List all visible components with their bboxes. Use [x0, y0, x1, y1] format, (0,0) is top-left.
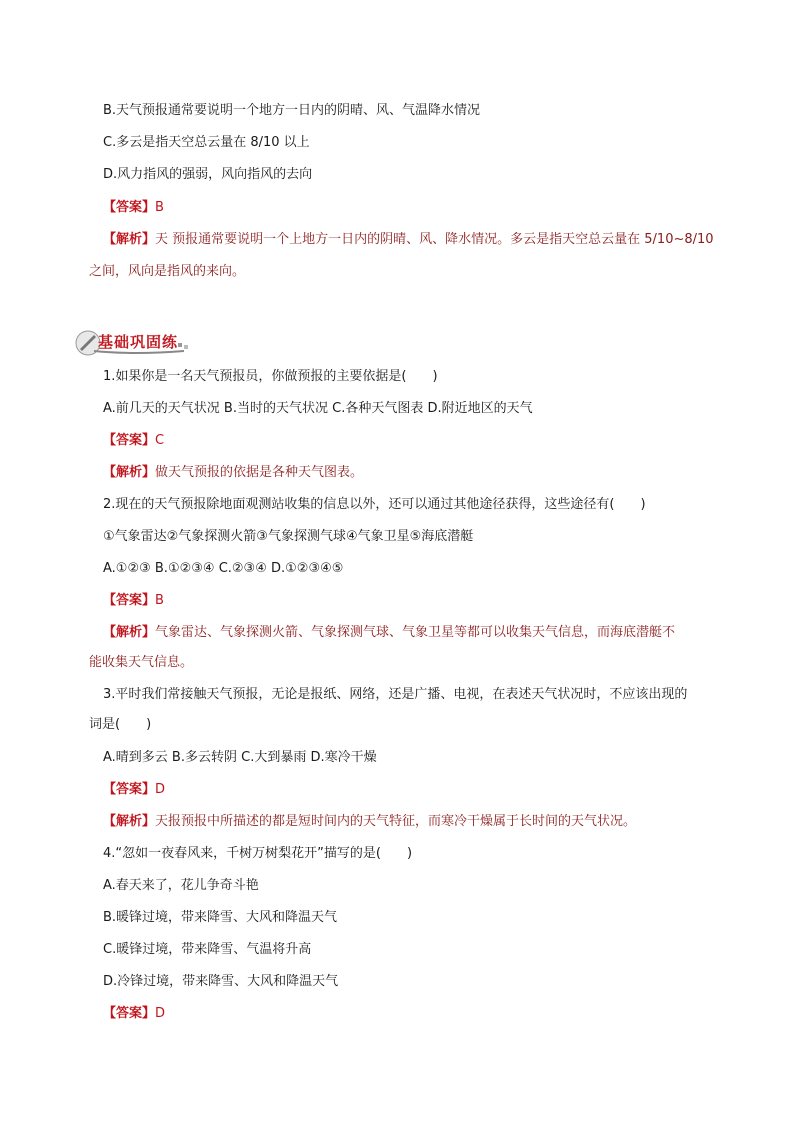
- answer-line: [103, 199, 164, 217]
- q1-analysis-line: [103, 464, 363, 482]
- q3-options: A.晴到多云 B.多云转阴 C.大到暴雨 D.寒冷干燥: [103, 750, 377, 765]
- analysis-text: 天报预报中所描述的都是短时间内的天气特征，而寒冷干燥属于长时间的天气状况。: [155, 814, 637, 829]
- answer-tag: 【答案】: [103, 433, 156, 448]
- q4-option-c: C.暖锋过境，带来降雪、气温将升高: [103, 942, 312, 957]
- q3-analysis-line: [103, 813, 636, 831]
- answer-tag: 【答案】: [103, 593, 156, 608]
- analysis-tag: 【解析】: [103, 625, 156, 640]
- analysis-tag: 【解析】: [103, 232, 156, 247]
- analysis-tag: 【解析】: [103, 814, 156, 829]
- option-b: B.天气预报通常要说明一个地方一日内的阴晴、风、气温降水情况: [103, 103, 481, 118]
- section-title: 基础巩固练: [98, 333, 179, 351]
- q3-stem-cont: 词是( ): [89, 717, 152, 732]
- q1-answer-line: [103, 432, 164, 450]
- analysis-text: 天 预报通常要说明一个上地方一日内的阴晴、风、降水情况。多云是指天空总云量在 5/10~8/10: [155, 232, 714, 247]
- q4-option-a: A.春天来了，花儿争奇斗艳: [103, 878, 259, 893]
- q4-answer-line: [103, 1005, 165, 1023]
- answer-tag: 【答案】: [103, 200, 156, 215]
- q3-stem: 3.平时我们常接触天气预报，无论是报纸、网络，还是广播、电视，在表述天气状况时，不应该出现的: [103, 687, 688, 702]
- analysis-text: 气象雷达、气象探测火箭、气象探测气球、气象卫星等都可以收集天气信息，而海底潜艇不: [155, 625, 676, 640]
- analysis-line: [103, 231, 714, 249]
- q4-stem: 4.“忽如一夜春风来，千树万树梨花开”描写的是( ): [103, 846, 413, 861]
- q2-answer-line: [103, 592, 164, 610]
- option-d: D.风力指风的强弱，风向指风的去向: [103, 167, 313, 182]
- q2-analysis-cont: 能收集天气信息。: [89, 655, 194, 670]
- q2-stem: 2.现在的天气预报除地面观测站收集的信息以外，还可以通过其他途径获得，这些途径有( ): [103, 497, 646, 512]
- analysis-text-cont: 之间，风向是指风的来向。: [89, 264, 246, 279]
- q2-items: ①气象雷达②气象探测火箭③气象探测气球④气象卫星⑤海底潜艇: [103, 529, 474, 544]
- section-badge: [74, 327, 194, 357]
- answer-tag: 【答案】: [103, 782, 156, 797]
- option-c: C.多云是指天空总云量在 8/10 以上: [103, 135, 310, 150]
- q4-option-d: D.冷锋过境，带来降雪、大风和降温天气: [103, 974, 339, 989]
- answer-value: D: [155, 782, 166, 797]
- answer-value: C: [155, 433, 165, 448]
- answer-value: B: [155, 200, 164, 215]
- analysis-text: 做天气预报的依据是各种天气图表。: [155, 465, 364, 480]
- answer-value: D: [155, 1006, 166, 1021]
- q2-analysis-line: [103, 624, 675, 642]
- q1-stem: 1.如果你是一名天气预报员，你做预报的主要依据是( ): [103, 369, 438, 384]
- q4-option-b: B.暖锋过境，带来降雪、大风和降温天气: [103, 910, 338, 925]
- answer-tag: 【答案】: [103, 1006, 156, 1021]
- answer-value: B: [155, 593, 164, 608]
- q1-options: A.前几天的天气状况 B.当时的天气状况 C.各种天气图表 D.附近地区的天气: [103, 401, 533, 416]
- analysis-tag: 【解析】: [103, 465, 156, 480]
- q2-options: A.①②③ B.①②③④ C.②③④ D.①②③④⑤: [103, 561, 344, 576]
- q3-answer-line: [103, 781, 165, 799]
